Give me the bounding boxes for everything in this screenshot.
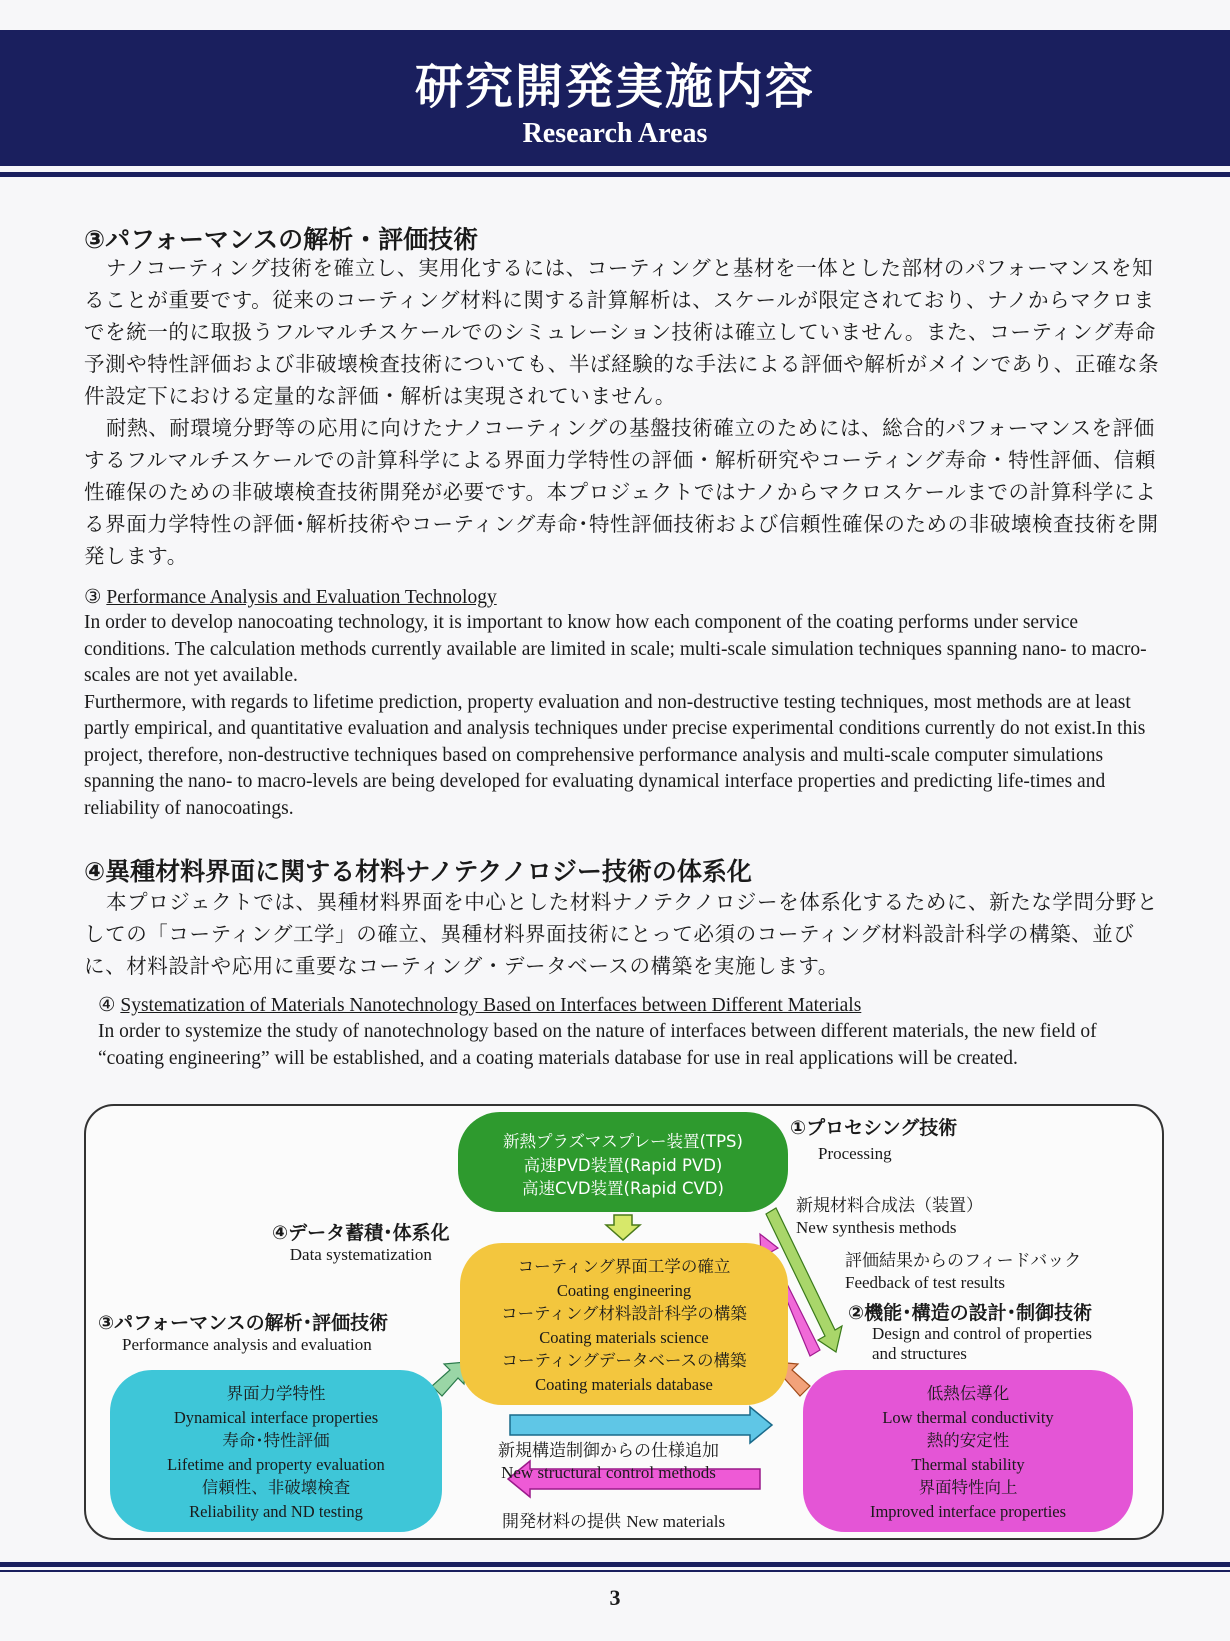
feedback-label	[845, 1250, 1081, 1294]
design-label-jp: ②機能･構造の設計･制御技術	[848, 1302, 1093, 1324]
arrow-right-icon	[510, 1407, 772, 1443]
magenta-line-jp: 熱的安定性	[926, 1431, 1010, 1450]
newmat-label	[502, 1511, 725, 1533]
feedback-label-jp: 評価結果からのフィードバック	[845, 1251, 1082, 1271]
newmat-label-jp: 開発材料の提供	[502, 1512, 621, 1532]
processing-label	[790, 1117, 957, 1165]
perf-label-en: Performance analysis and evaluation	[122, 1335, 372, 1354]
data-label-en: Data systematization	[289, 1245, 432, 1264]
section4-heading: ④異種材料界面に関する材料ナノテクノロジー技術の体系化	[84, 857, 752, 886]
section4-en-paragraph: In order to systemize the study of nanotechnology based on the nature of interfaces between different materials, the new field of “coating engineering” will be established, and a coating materials database for use in real applications will be created.	[98, 1021, 1097, 1069]
processing-label-en: Processing	[818, 1144, 892, 1163]
properties-box	[803, 1370, 1133, 1532]
magenta-line-jp: 低熱伝導化	[926, 1384, 1010, 1403]
section3-en-paragraph: In order to develop nanocoating technology, it is important to know how each component of the coating performs under service conditions. The calculation methods currently available are limited in scale; multi-scale simulation techniques spanning nano- to macro-scales are not yet available.	[84, 612, 1147, 686]
evaluation-box	[110, 1370, 442, 1532]
equipment-line: 高速PVD装置(Rapid PVD)	[523, 1155, 723, 1175]
page-subtitle: Research Areas	[522, 118, 708, 149]
cyan-line-en: Reliability and ND testing	[189, 1501, 363, 1521]
section3-paragraph: ナノコーティング技術を確立し、実用化するには、コーティングと基材を一体とした部材のパフォーマンスを知ることが重要です。従来のコーティング材料に関する計算解析は、スケールが限定されており、ナノからマクロまでを統一的に取扱うフルマルチスケールでのシミュレーション技術は確立していません。また、コーティング寿命予測や特性評価および非破壊検査技術についても、半ば経験的な手法による評価や解析がメインであり、正確な条件設定下における定量的な評価・解析は実現されていません。	[84, 256, 1160, 408]
magenta-line-en: Low thermal conductivity	[882, 1407, 1054, 1427]
section3-paragraph: 耐熱、耐環境分野等の応用に向けたナノコーティングの基盤技術確立のためには、総合的パフォーマンスを評価するフルマルチスケールでの計算科学による界面力学特性の評価・解析研究やコーティング寿命・特性評価、信頼性確保のための非破壊検査技術開発が必要です。本プロジェクトではナノからマクロスケールまでの計算科学による界面力学特性の評価･解析技術やコーティング寿命･特性評価技術および信頼性確保のための非破壊検査技術を開発します。	[84, 416, 1159, 568]
structural-label-en: New structural control methods	[501, 1463, 716, 1482]
magenta-line-en: Thermal stability	[911, 1454, 1025, 1474]
page-title: 研究開発実施内容	[414, 59, 815, 115]
page-number: 3	[609, 1585, 621, 1610]
magenta-line-jp: 界面特性向上	[918, 1478, 1018, 1497]
synthesis-label	[796, 1195, 983, 1239]
equipment-line: 高速CVD装置(Rapid CVD)	[522, 1179, 724, 1198]
section4-en-title: Systematization of Materials Nanotechnology Based on Interfaces between Different Materials	[120, 995, 862, 1016]
yellow-line-en: Coating materials database	[535, 1374, 713, 1394]
data-label-jp: ④データ蓄積･体系化	[272, 1222, 450, 1244]
structural-label	[498, 1440, 719, 1484]
design-label-en: Design and control of properties	[872, 1324, 1092, 1343]
section3-en-number: ③	[84, 587, 102, 608]
section3-en-paragraph: Furthermore, with regards to lifetime prediction, property evaluation and non-destructive testing techniques, most methods are at least partly empirical, and quantitative evaluation and analysis techniques under precise experimental conditions currently do not exist.In this project, therefore, non-destructive techniques based on comprehensive performance analysis and multi-scale computer simulations spanning the nano- to macro-levels are being developed for evaluating dynamical interface properties and predicting life-times and reliability of nanocoatings.	[84, 691, 1146, 819]
section4-paragraph: 本プロジェクトでは、異種材料界面を中心とした材料ナノテクノロジーを体系化するために、新たな学問分野としての「コーティング工学」の確立、異種材料界面技術にとって必須のコーティング材料設計科学の構築、並びに、材料設計や応用に重要なコーティング・データベースの構築を実施します。	[84, 890, 1158, 978]
footer-rule	[0, 1562, 1230, 1567]
data-label	[272, 1222, 450, 1266]
perf-label	[98, 1312, 388, 1356]
coating-engineering-box	[460, 1243, 788, 1405]
processing-equipment-box	[458, 1112, 788, 1212]
cyan-line-en: Lifetime and property evaluation	[167, 1454, 385, 1474]
section3-en-title: Performance Analysis and Evaluation Technology	[106, 587, 497, 608]
cyan-line-jp: 信頼性、非破壊検査	[201, 1478, 351, 1497]
yellow-line-en: Coating engineering	[556, 1280, 692, 1300]
synthesis-label-jp: 新規材料合成法（装置）	[796, 1196, 983, 1216]
cyan-line-jp: 寿命･特性評価	[222, 1431, 330, 1450]
perf-label-jp: ③パフォーマンスの解析･評価技術	[98, 1312, 389, 1334]
section4-en-number: ④	[98, 995, 116, 1016]
yellow-line-jp: コーティング界面工学の確立	[517, 1257, 731, 1276]
equipment-line: 新熱プラズマスプレー装置(TPS)	[503, 1132, 743, 1151]
synthesis-label-en: New synthesis methods	[796, 1218, 957, 1237]
newmat-label-en: New materials	[626, 1512, 726, 1531]
yellow-line-jp: コーティングデータベースの構築	[501, 1351, 747, 1370]
yellow-line-jp: コーティング材料設計科学の構築	[501, 1304, 747, 1323]
cyan-line-en: Dynamical interface properties	[173, 1407, 379, 1427]
cyan-line-jp: 界面力学特性	[226, 1384, 326, 1403]
structural-label-jp: 新規構造制御からの仕様追加	[498, 1441, 719, 1461]
yellow-line-en: Coating materials science	[539, 1327, 709, 1347]
footer-rule-thin	[0, 1570, 1230, 1572]
design-label-en: and structures	[872, 1344, 967, 1363]
magenta-line-en: Improved interface properties	[869, 1501, 1067, 1521]
section3-heading: ③パフォーマンスの解析・評価技術	[84, 225, 479, 254]
design-label	[848, 1302, 1092, 1364]
processing-label-jp: ①プロセシング技術	[790, 1117, 958, 1139]
arrow-down-icon	[606, 1215, 640, 1240]
feedback-label-en: Feedback of test results	[845, 1273, 1006, 1292]
